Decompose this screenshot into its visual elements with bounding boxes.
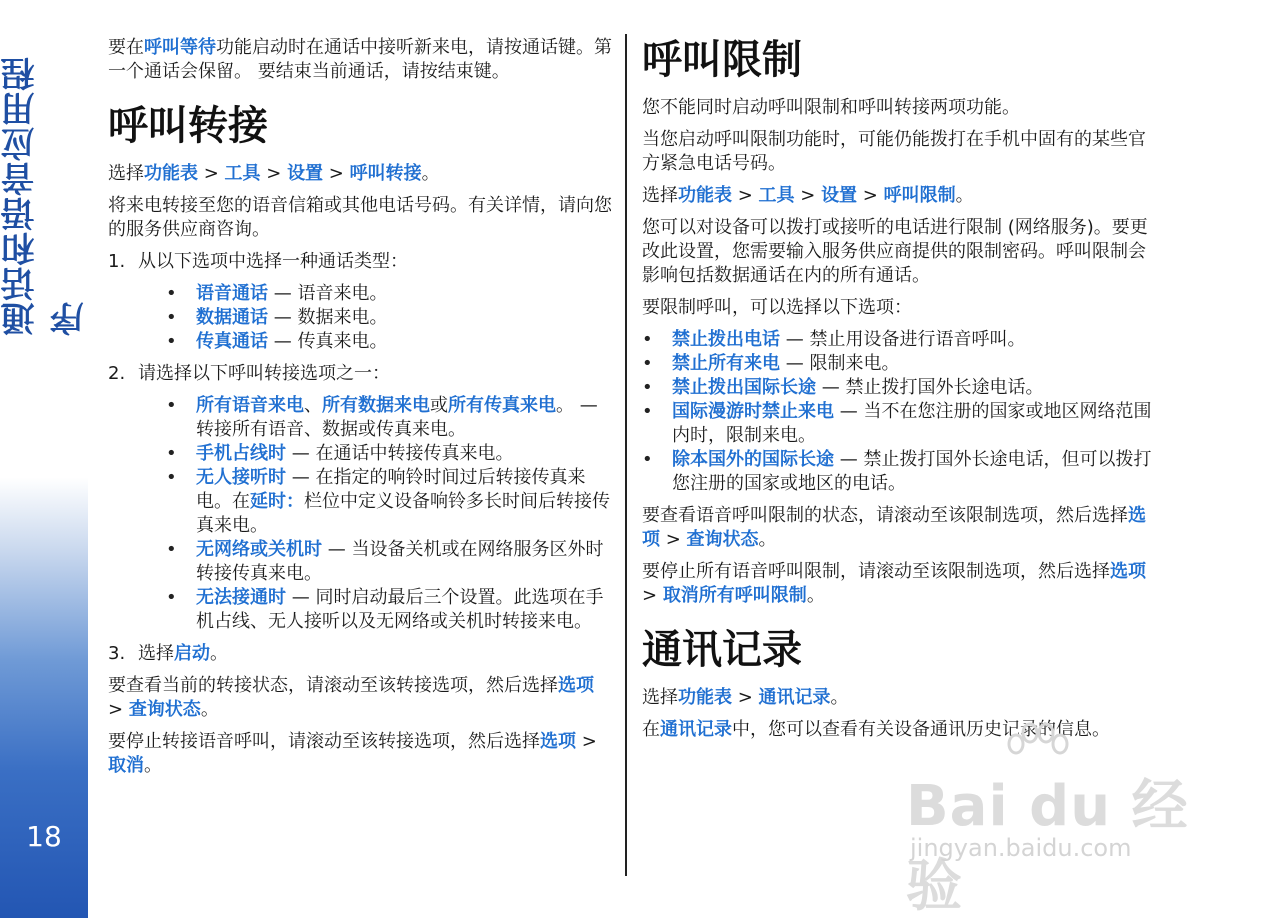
- log-link[interactable]: 通讯记录: [660, 719, 732, 740]
- data-call-link[interactable]: 数据通话: [196, 307, 268, 328]
- settings-link[interactable]: 设置: [287, 163, 324, 184]
- check-status-link[interactable]: 查询状态: [686, 529, 759, 550]
- cancel-all-barrings-link[interactable]: 取消所有呼叫限制: [662, 585, 807, 606]
- list-item: • 所有语音来电、所有数据来电或所有传真来电。 — 转接所有语音、数据或传真来电。: [166, 394, 613, 442]
- barring-check-paragraph: 要查看语音呼叫限制的状态，请滚动至该限制选项，然后选择选项 > 查询状态。: [642, 505, 1146, 550]
- list-item: • 手机占线时 — 在通话中转接传真来电。: [166, 442, 613, 466]
- left-column: [108, 36, 613, 786]
- delay-field-link[interactable]: 延时：: [250, 491, 304, 512]
- forwarding-option-list: [166, 394, 613, 634]
- if-not-answered-link[interactable]: 无人接听时: [196, 467, 286, 488]
- log-path: 选择功能表 > 通讯记录。: [642, 687, 849, 708]
- fax-call-link[interactable]: 传真通话: [196, 331, 268, 352]
- options-link[interactable]: 选项: [642, 505, 1146, 550]
- list-item: • 传真通话 — 传真来电。: [166, 330, 613, 354]
- cancel-link[interactable]: 取消: [108, 755, 144, 776]
- barring-cancel-paragraph: 要停止所有语音呼叫限制，请滚动至该限制选项，然后选择选项 > 取消所有呼叫限制。: [642, 561, 1146, 606]
- options-link[interactable]: 选项: [1110, 561, 1146, 582]
- list-item: • 除本国外的国际长途 — 禁止拨打国外长途电话，但可以拨打您注册的国家或地区的电话。: [642, 448, 1152, 496]
- section-heading-log: 通讯记录: [642, 627, 802, 673]
- call-type-list: [166, 282, 613, 354]
- log-link[interactable]: 通讯记录: [758, 687, 831, 708]
- call-waiting-link[interactable]: 呼叫等待: [144, 37, 216, 58]
- page-number: 18: [26, 820, 62, 853]
- call-waiting-paragraph: 要在呼叫等待功能启动时在通话中接听新来电，请按通话键。第一个通话会保留。 要结束当前通话，请按结束键。: [108, 37, 612, 82]
- chapter-title: 通话和语音应用程序: [1, 56, 90, 336]
- barring-paragraph-1: 您不能同时启动呼叫限制和呼叫转接两项功能。: [642, 97, 1020, 118]
- bar-outgoing-link[interactable]: 禁止拨出电话: [672, 329, 780, 350]
- barring-paragraph-4: 要限制呼叫，可以选择以下选项：: [642, 297, 912, 318]
- settings-link[interactable]: 设置: [821, 185, 858, 206]
- list-item: • 禁止拨出国际长途 — 禁止拨打国外长途电话。: [642, 376, 1152, 400]
- forwarding-steps: [108, 250, 613, 666]
- right-column: [642, 36, 1152, 750]
- menu-link[interactable]: 功能表: [144, 163, 198, 184]
- list-item: • 禁止所有来电 — 限制来电。: [642, 352, 1152, 376]
- if-busy-link[interactable]: 手机占线时: [196, 443, 286, 464]
- barring-option-list: [642, 328, 1152, 496]
- all-data-calls-link[interactable]: 所有数据来电: [322, 395, 430, 416]
- forwarding-description: 将来电转接至您的语音信箱或其他电话号码。有关详情，请向您的服务供应商咨询。: [108, 195, 612, 240]
- step-1: 1. 从以下选项中选择一种通话类型： • 语音通话 — 语音来电。 • 数据通话 — 数据来电。 • 传真通话 — 传真来电。: [108, 250, 613, 354]
- bar-roaming-incoming-link[interactable]: 国际漫游时禁止来电: [672, 401, 834, 422]
- barring-paragraph-3: 您可以对设备可以拨打或接听的电话进行限制 (网络服务)。要更改此设置，您需要输入服务供应商提供的限制密码。呼叫限制会影响包括数据通话在内的所有通话。: [642, 217, 1148, 286]
- forwarding-path: 选择功能表 > 工具 > 设置 > 呼叫转接。: [108, 163, 440, 184]
- check-status-paragraph: 要查看当前的转接状态，请滚动至该转接选项，然后选择选项 > 查询状态。: [108, 675, 594, 720]
- barring-path: 选择功能表 > 工具 > 设置 > 呼叫限制。: [642, 185, 974, 206]
- if-out-of-reach-link[interactable]: 无网络或关机时: [196, 539, 322, 560]
- call-forwarding-link[interactable]: 呼叫转接: [349, 163, 422, 184]
- watermark-brand: Bai du 经验: [906, 774, 1189, 918]
- all-voice-calls-link[interactable]: 所有语音来电: [196, 395, 304, 416]
- list-item: • 禁止拨出电话 — 禁止用设备进行语音呼叫。: [642, 328, 1152, 352]
- column-divider: [625, 34, 627, 876]
- bar-incoming-link[interactable]: 禁止所有来电: [672, 353, 780, 374]
- check-status-link[interactable]: 查询状态: [128, 699, 201, 720]
- sidebar: [0, 0, 88, 918]
- cancel-forwarding-paragraph: 要停止转接语音呼叫，请滚动至该转接选项，然后选择选项 > 取消。: [108, 731, 597, 776]
- all-fax-calls-link[interactable]: 所有传真来电: [448, 395, 556, 416]
- log-paragraph: 在通讯记录中，您可以查看有关设备通讯历史记录的信息。: [642, 719, 1110, 740]
- list-item: • 语音通话 — 语音来电。: [166, 282, 613, 306]
- menu-link[interactable]: 功能表: [678, 185, 732, 206]
- if-not-available-link[interactable]: 无法接通时: [196, 587, 286, 608]
- list-item: • 数据通话 — 数据来电。: [166, 306, 613, 330]
- menu-link[interactable]: 功能表: [678, 687, 732, 708]
- options-link[interactable]: 选项: [558, 675, 594, 696]
- list-item: • 无网络或关机时 — 当设备关机或在网络服务区外时转接传真来电。: [166, 538, 613, 586]
- watermark-url: jingyan.baidu.com: [910, 834, 1132, 862]
- bar-international-except-home-link[interactable]: 除本国外的国际长途: [672, 449, 834, 470]
- list-item: • 国际漫游时禁止来电 — 当不在您注册的国家或地区网络范围内时，限制来电。: [642, 400, 1152, 448]
- list-item: • 无法接通时 — 同时启动最后三个设置。此选项在手机占线、无人接听以及无网络或关机时转接来电。: [166, 586, 613, 634]
- tools-link[interactable]: 工具: [224, 163, 261, 184]
- section-heading-forwarding: 呼叫转接: [108, 103, 268, 149]
- section-heading-barring: 呼叫限制: [642, 37, 802, 83]
- voice-call-link[interactable]: 语音通话: [196, 283, 268, 304]
- call-barring-link[interactable]: 呼叫限制: [883, 185, 956, 206]
- step-3: 3. 选择启动。: [108, 643, 228, 664]
- barring-paragraph-2: 当您启动呼叫限制功能时，可能仍能拨打在手机中固有的某些官方紧急电话号码。: [642, 129, 1146, 174]
- bar-international-link[interactable]: 禁止拨出国际长途: [672, 377, 816, 398]
- list-item: • 无人接听时 — 在指定的响铃时间过后转接传真来电。在延时：栏位中定义设备响铃多长时间后转接传真来电。: [166, 466, 613, 538]
- options-link[interactable]: 选项: [540, 731, 576, 752]
- tools-link[interactable]: 工具: [758, 185, 795, 206]
- activate-link[interactable]: 启动: [174, 643, 210, 664]
- step-2: 2. 请选择以下呼叫转接选项之一： • 所有语音来电、所有数据来电或所有传真来电。 — 转接所有语音、数据或传真来电。 • 手机占线时 — 在通话中转接传真来电。 • 无人接听时 — 在指定的响铃时间过后转接传真来电。在延时：栏位中定义设备响铃多长时间后转接传真来电。 • 无网络或关机时 — 当设备关机或在网络服务区外时转接传真来电。 • 无法接通时 — 同时启动最后三个设置。此选项在手机占线、无人接听以及无网络或关机时转接来电。: [108, 362, 613, 634]
